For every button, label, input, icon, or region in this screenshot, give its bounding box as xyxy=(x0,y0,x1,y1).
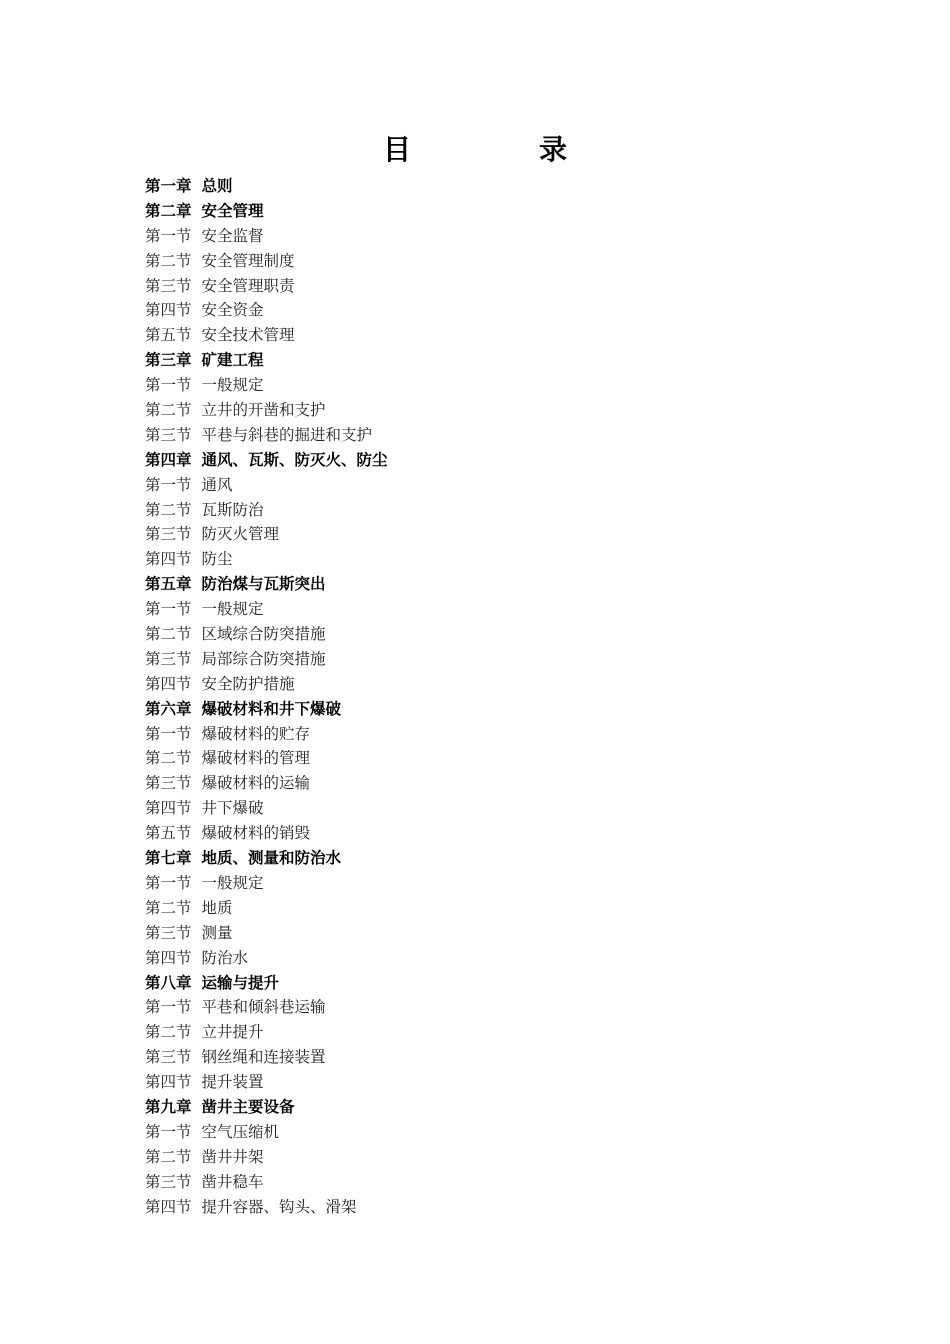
chapter-title: 防治煤与瓦斯突出 xyxy=(201,575,326,594)
section-number: 第一节 xyxy=(145,873,192,892)
toc-chapter-entry[interactable] xyxy=(145,572,388,597)
section-number: 第五节 xyxy=(145,326,192,345)
chapter-title: 矿建工程 xyxy=(201,351,264,370)
section-title: 爆破材料的管理 xyxy=(201,749,311,768)
chapter-title: 运输与提升 xyxy=(201,973,280,992)
chapter-number: 第五章 xyxy=(145,575,192,594)
toc-section-entry[interactable] xyxy=(145,224,388,249)
section-title: 提升容器、钩头、滑架 xyxy=(201,1197,357,1216)
toc-section-entry[interactable] xyxy=(145,995,388,1020)
section-title: 通风 xyxy=(201,475,233,494)
section-number: 第一节 xyxy=(145,724,192,743)
toc-section-entry[interactable] xyxy=(145,746,388,771)
section-title: 测量 xyxy=(201,923,233,942)
section-number: 第二节 xyxy=(145,1147,192,1166)
toc-list xyxy=(145,174,388,1219)
section-number: 第四节 xyxy=(145,674,192,693)
section-title: 凿井稳车 xyxy=(201,1172,264,1191)
toc-section-entry[interactable] xyxy=(145,921,388,946)
toc-section-entry[interactable] xyxy=(145,1045,388,1070)
section-number: 第四节 xyxy=(145,948,192,967)
section-title: 安全技术管理 xyxy=(201,326,295,345)
section-number: 第三节 xyxy=(145,276,192,295)
toc-section-entry[interactable] xyxy=(145,373,388,398)
chapter-number: 第八章 xyxy=(145,973,192,992)
toc-chapter-entry[interactable] xyxy=(145,348,388,373)
section-title: 安全资金 xyxy=(201,301,264,320)
toc-section-entry[interactable] xyxy=(145,946,388,971)
section-title: 安全防护措施 xyxy=(201,674,295,693)
section-number: 第四节 xyxy=(145,301,192,320)
section-title: 局部综合防突措施 xyxy=(201,649,326,668)
toc-chapter-entry[interactable] xyxy=(145,199,388,224)
toc-title: 目 录 xyxy=(382,133,617,166)
toc-section-entry[interactable] xyxy=(145,547,388,572)
chapter-number: 第一章 xyxy=(145,177,192,195)
section-number: 第三节 xyxy=(145,774,192,793)
section-title: 防灭火管理 xyxy=(201,525,280,544)
section-title: 瓦斯防治 xyxy=(201,500,264,519)
toc-section-entry[interactable] xyxy=(145,522,388,547)
section-number: 第四节 xyxy=(145,799,192,818)
section-title: 安全管理制度 xyxy=(201,251,295,270)
section-title: 提升装置 xyxy=(201,1073,264,1092)
section-number: 第四节 xyxy=(145,1073,192,1092)
toc-section-entry[interactable] xyxy=(145,1195,388,1220)
section-title: 立井的开凿和支护 xyxy=(201,401,326,420)
toc-chapter-entry[interactable] xyxy=(145,971,388,996)
toc-section-entry[interactable] xyxy=(145,622,388,647)
toc-section-entry[interactable] xyxy=(145,871,388,896)
chapter-number: 第九章 xyxy=(145,1097,192,1116)
toc-section-entry[interactable] xyxy=(145,597,388,622)
section-title: 平巷与斜巷的掘进和支护 xyxy=(201,425,373,444)
section-title: 防治水 xyxy=(201,948,249,967)
toc-section-entry[interactable] xyxy=(145,473,388,498)
chapter-title: 爆破材料和井下爆破 xyxy=(201,699,342,718)
section-title: 地质 xyxy=(201,898,233,917)
toc-section-entry[interactable] xyxy=(145,896,388,921)
section-title: 安全管理职责 xyxy=(201,276,295,295)
chapter-number: 第六章 xyxy=(145,699,192,718)
section-number: 第二节 xyxy=(145,1023,192,1042)
section-number: 第二节 xyxy=(145,749,192,768)
section-number: 第三节 xyxy=(145,425,192,444)
section-title: 安全监督 xyxy=(201,226,264,245)
chapter-number: 第二章 xyxy=(145,201,192,220)
toc-chapter-entry[interactable] xyxy=(145,697,388,722)
chapter-title: 安全管理 xyxy=(201,201,264,220)
section-title: 井下爆破 xyxy=(201,799,264,818)
section-title: 区域综合防突措施 xyxy=(201,625,326,644)
section-number: 第三节 xyxy=(145,923,192,942)
toc-section-entry[interactable] xyxy=(145,647,388,672)
section-title: 爆破材料的销毁 xyxy=(201,824,311,843)
chapter-title: 通风、瓦斯、防灭火、防尘 xyxy=(201,450,388,469)
section-title: 平巷和倾斜巷运输 xyxy=(201,998,326,1017)
toc-section-entry[interactable] xyxy=(145,498,388,523)
chapter-title: 总则 xyxy=(201,177,233,195)
section-number: 第三节 xyxy=(145,1048,192,1067)
section-number: 第二节 xyxy=(145,401,192,420)
section-number: 第三节 xyxy=(145,649,192,668)
toc-section-entry[interactable] xyxy=(145,796,388,821)
section-title: 凿井井架 xyxy=(201,1147,264,1166)
section-number: 第一节 xyxy=(145,226,192,245)
toc-chapter-entry[interactable] xyxy=(145,448,388,473)
toc-section-entry[interactable] xyxy=(145,398,388,423)
section-number: 第一节 xyxy=(145,998,192,1017)
toc-section-entry[interactable] xyxy=(145,1070,388,1095)
section-title: 一般规定 xyxy=(201,873,264,892)
chapter-number: 第七章 xyxy=(145,849,192,868)
toc-section-entry[interactable] xyxy=(145,1120,388,1145)
toc-chapter-entry[interactable] xyxy=(145,846,388,871)
section-number: 第三节 xyxy=(145,1172,192,1191)
section-number: 第一节 xyxy=(145,1122,192,1141)
toc-section-entry[interactable] xyxy=(145,1145,388,1170)
section-title: 爆破材料的贮存 xyxy=(201,724,311,743)
section-number: 第二节 xyxy=(145,251,192,270)
toc-section-entry[interactable] xyxy=(145,722,388,747)
toc-section-entry[interactable] xyxy=(145,672,388,697)
toc-section-entry[interactable] xyxy=(145,1170,388,1195)
chapter-title: 凿井主要设备 xyxy=(201,1097,295,1116)
section-number: 第一节 xyxy=(145,600,192,619)
toc-section-entry[interactable] xyxy=(145,1020,388,1045)
toc-section-entry[interactable] xyxy=(145,323,388,348)
section-title: 一般规定 xyxy=(201,600,264,619)
chapter-title: 地质、测量和防治水 xyxy=(201,849,342,868)
section-number: 第一节 xyxy=(145,376,192,395)
toc-section-entry[interactable] xyxy=(145,771,388,796)
section-number: 第四节 xyxy=(145,1197,192,1216)
toc-section-entry[interactable] xyxy=(145,274,388,299)
toc-section-entry[interactable] xyxy=(145,423,388,448)
section-number: 第三节 xyxy=(145,525,192,544)
chapter-number: 第四章 xyxy=(145,450,192,469)
section-number: 第二节 xyxy=(145,898,192,917)
section-number: 第四节 xyxy=(145,550,192,569)
section-title: 防尘 xyxy=(201,550,233,569)
section-title: 爆破材料的运输 xyxy=(201,774,311,793)
toc-chapter-entry[interactable] xyxy=(145,174,388,199)
section-title: 立井提升 xyxy=(201,1023,264,1042)
section-number: 第一节 xyxy=(145,475,192,494)
toc-chapter-entry[interactable] xyxy=(145,1095,388,1120)
section-title: 一般规定 xyxy=(201,376,264,395)
section-number: 第二节 xyxy=(145,500,192,519)
toc-section-entry[interactable] xyxy=(145,298,388,323)
section-title: 钢丝绳和连接装置 xyxy=(201,1048,326,1067)
toc-section-entry[interactable] xyxy=(145,821,388,846)
section-title: 空气压缩机 xyxy=(201,1122,280,1141)
toc-section-entry[interactable] xyxy=(145,249,388,274)
chapter-number: 第三章 xyxy=(145,351,192,370)
section-number: 第二节 xyxy=(145,625,192,644)
section-number: 第五节 xyxy=(145,824,192,843)
